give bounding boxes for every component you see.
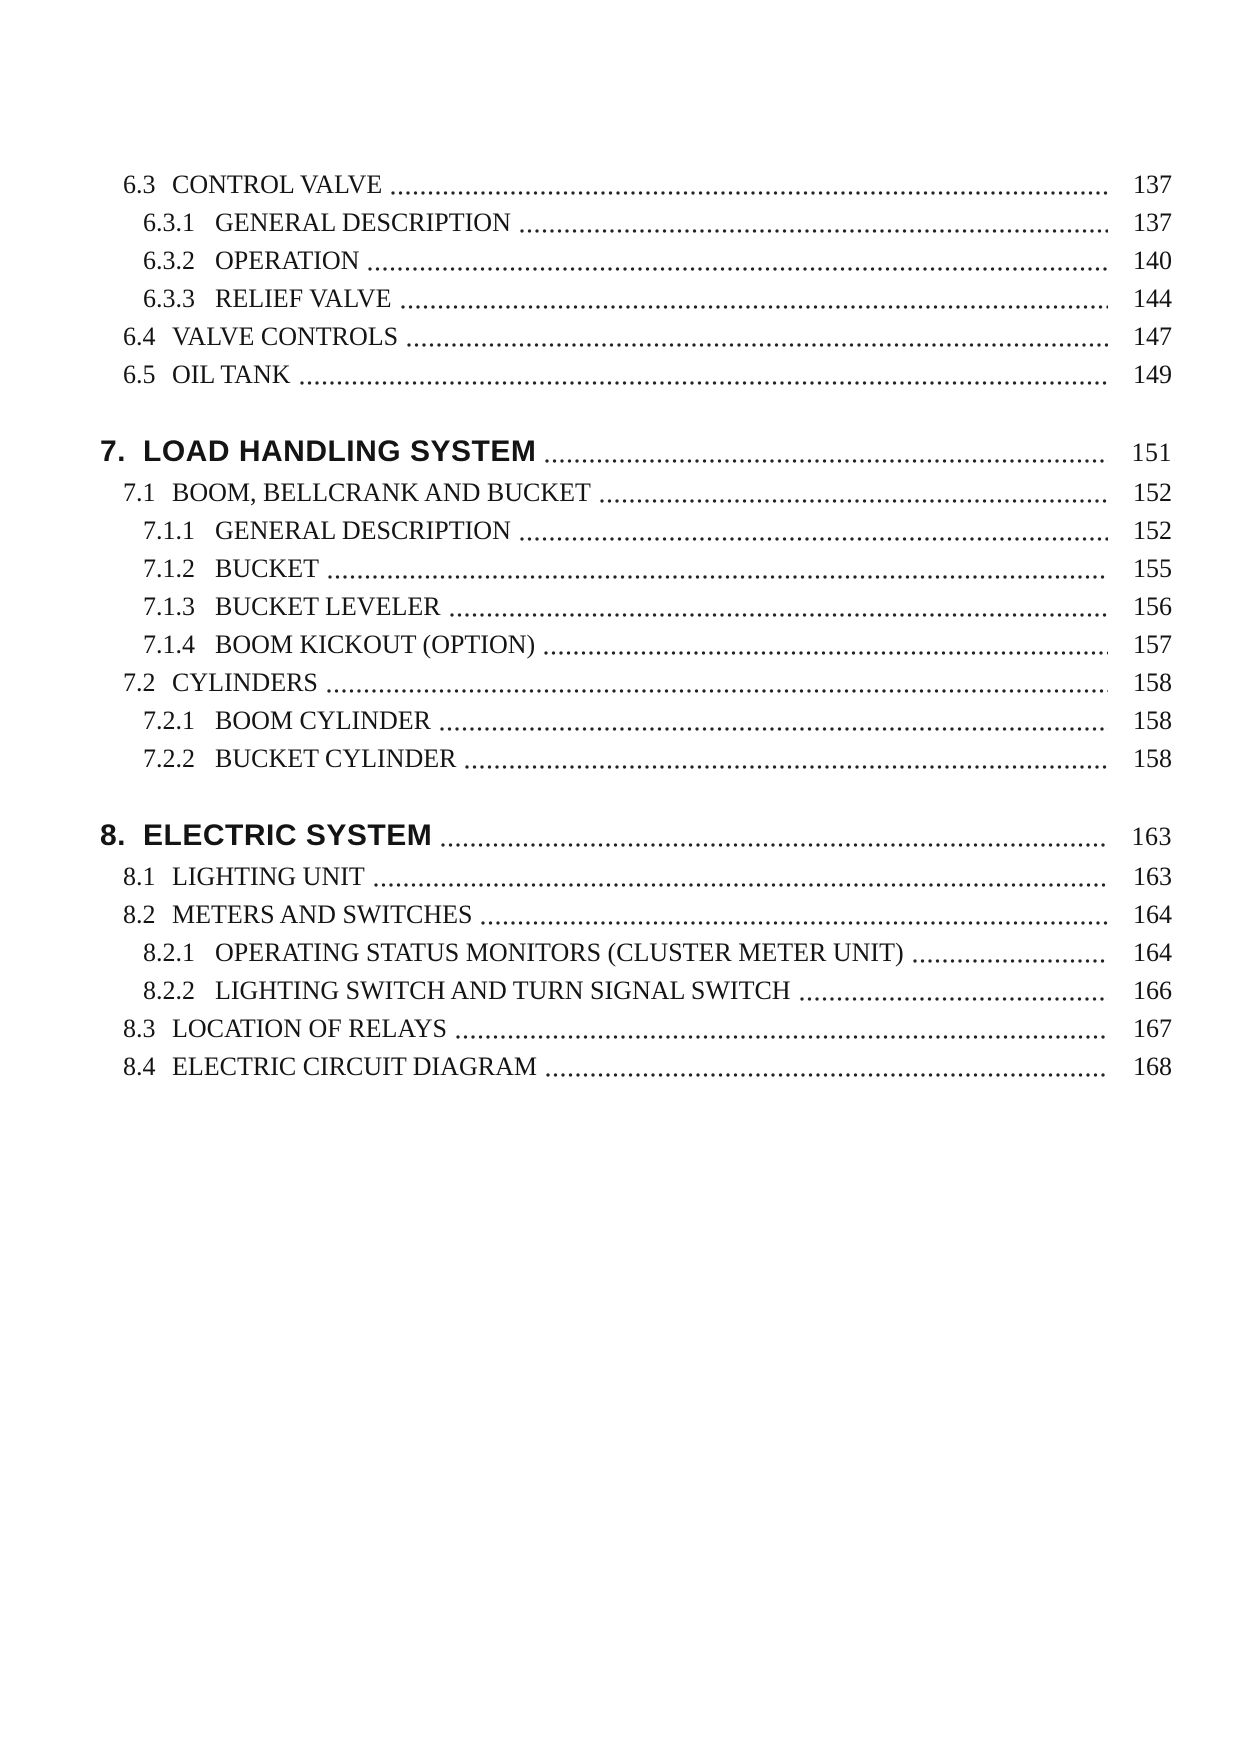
toc-entry-page-number: 163	[1131, 822, 1172, 851]
toc-entry-row	[0, 1010, 1172, 1048]
toc-entry-title: ELECTRIC CIRCUIT DIAGRAM	[172, 1052, 537, 1081]
dot-leader	[440, 726, 1108, 732]
toc-entry-number: 7.	[100, 435, 127, 468]
toc-entry-title: GENERAL DESCRIPTION	[215, 516, 511, 545]
toc-entry-page-number: 152	[1133, 478, 1172, 507]
toc-chapter-row	[0, 814, 1172, 858]
toc-entry-number: 8.	[100, 819, 127, 852]
toc-entry-row	[0, 242, 1172, 280]
toc-entry-title: OPERATION	[215, 246, 360, 275]
toc-entry-row	[0, 740, 1172, 778]
toc-entry-row	[0, 204, 1172, 242]
toc-entry-number: 6.3.2	[143, 246, 195, 275]
toc-entry-page-number: 152	[1133, 516, 1172, 545]
dot-leader	[300, 380, 1108, 386]
dot-leader	[327, 688, 1108, 694]
toc-entry-number: 7.2.2	[143, 744, 195, 773]
toc-entry-number: 6.3.1	[143, 208, 195, 237]
toc-entry-row	[0, 858, 1172, 896]
toc-entry-number: 6.3.3	[143, 284, 195, 313]
toc-entry-title: ELECTRIC SYSTEM	[143, 819, 433, 852]
toc-entry-row	[0, 512, 1172, 550]
dot-leader	[913, 958, 1108, 964]
dot-leader	[465, 764, 1108, 770]
toc-entry-row	[0, 280, 1172, 318]
toc-entry-number: 8.4	[123, 1052, 156, 1081]
toc-entry-number: 8.2.2	[143, 976, 195, 1005]
toc-entry-title: LOCATION OF RELAYS	[172, 1014, 447, 1043]
toc-entry-number: 6.3	[123, 170, 156, 199]
toc-entry-title: LOAD HANDLING SYSTEM	[143, 435, 537, 468]
dot-leader	[441, 842, 1108, 848]
toc-entry-page-number: 163	[1133, 862, 1172, 891]
toc-entry-page-number: 147	[1133, 322, 1172, 351]
dot-leader	[368, 266, 1108, 272]
dot-leader	[481, 920, 1108, 926]
toc-entry-row	[0, 664, 1172, 702]
toc-entry-row	[0, 896, 1172, 934]
toc-entry-page-number: 149	[1133, 360, 1172, 389]
toc-entry-title: METERS AND SWITCHES	[172, 900, 473, 929]
toc-entry-title: BOOM, BELLCRANK AND BUCKET	[172, 478, 591, 507]
dot-leader	[800, 996, 1108, 1002]
toc-entry-number: 7.1.3	[143, 592, 195, 621]
dot-leader	[401, 304, 1109, 310]
toc-entry-page-number: 137	[1133, 208, 1172, 237]
toc-entry-page-number: 151	[1131, 438, 1172, 467]
toc-entry-title: GENERAL DESCRIPTION	[215, 208, 511, 237]
toc-entry-page-number: 140	[1133, 246, 1172, 275]
toc-entry-title: BUCKET CYLINDER	[215, 744, 457, 773]
toc-entry-row	[0, 588, 1172, 626]
dot-leader	[450, 612, 1108, 618]
toc-entry-number: 6.5	[123, 360, 156, 389]
toc-entry-number: 7.1	[123, 478, 156, 507]
dot-leader	[600, 498, 1108, 504]
dot-leader	[545, 458, 1108, 464]
toc-entry-page-number: 158	[1133, 744, 1172, 773]
toc-entry-title: LIGHTING SWITCH AND TURN SIGNAL SWITCH	[215, 976, 791, 1005]
toc-entry-title: BUCKET LEVELER	[215, 592, 441, 621]
toc-entry-row	[0, 1048, 1172, 1086]
toc-entry-number: 7.1.1	[143, 516, 195, 545]
toc-entry-page-number: 164	[1133, 900, 1172, 929]
toc-entry-row	[0, 318, 1172, 356]
dot-leader	[328, 574, 1108, 580]
dot-leader	[546, 1072, 1108, 1078]
toc-entry-title: CYLINDERS	[172, 668, 318, 697]
toc-entry-number: 7.2.1	[143, 706, 195, 735]
toc-entry-page-number: 166	[1133, 976, 1172, 1005]
toc-entry-title: OPERATING STATUS MONITORS (CLUSTER METER UNIT)	[215, 938, 904, 967]
toc-entry-number: 7.2	[123, 668, 156, 697]
toc-entry-title: RELIEF VALVE	[215, 284, 392, 313]
dot-leader	[520, 228, 1108, 234]
toc-entry-number: 6.4	[123, 322, 156, 351]
toc-chapter-row	[0, 430, 1172, 474]
toc-entry-title: BOOM CYLINDER	[215, 706, 431, 735]
toc-entry-number: 8.2	[123, 900, 156, 929]
toc-entry-number: 7.1.2	[143, 554, 195, 583]
dot-leader	[456, 1034, 1108, 1040]
toc-entry-title: VALVE CONTROLS	[172, 322, 399, 351]
dot-leader	[520, 536, 1108, 542]
toc-entry-title: BOOM KICKOUT (OPTION)	[215, 630, 536, 659]
toc-entry-row	[0, 972, 1172, 1010]
toc-entry-row	[0, 702, 1172, 740]
toc-entry-page-number: 144	[1133, 284, 1172, 313]
toc-entry-page-number: 157	[1133, 630, 1172, 659]
toc-entry-page-number: 168	[1133, 1052, 1172, 1081]
toc-entry-row	[0, 474, 1172, 512]
toc-entry-title: OIL TANK	[172, 360, 291, 389]
toc-entry-page-number: 158	[1133, 668, 1172, 697]
toc-entry-title: BUCKET	[215, 554, 319, 583]
toc-entry-number: 8.2.1	[143, 938, 195, 967]
toc-entry-page-number: 158	[1133, 706, 1172, 735]
toc-entry-row	[0, 626, 1172, 664]
toc-entry-page-number: 156	[1133, 592, 1172, 621]
dot-leader	[374, 882, 1108, 888]
dot-leader	[544, 650, 1108, 656]
dot-leader	[407, 342, 1108, 348]
toc-entry-row	[0, 934, 1172, 972]
dot-leader	[391, 190, 1108, 196]
toc-entry-row	[0, 356, 1172, 394]
toc-entry-page-number: 155	[1133, 554, 1172, 583]
toc-entry-title: CONTROL VALVE	[172, 170, 383, 199]
toc-entry-page-number: 167	[1133, 1014, 1172, 1043]
toc-entry-page-number: 164	[1133, 938, 1172, 967]
toc-entry-number: 8.3	[123, 1014, 156, 1043]
toc-entry-number: 7.1.4	[143, 630, 195, 659]
toc-entry-row	[0, 166, 1172, 204]
toc-entry-number: 8.1	[123, 862, 156, 891]
toc-entry-title: LIGHTING UNIT	[172, 862, 365, 891]
toc-entry-row	[0, 550, 1172, 588]
toc-entry-page-number: 137	[1133, 170, 1172, 199]
